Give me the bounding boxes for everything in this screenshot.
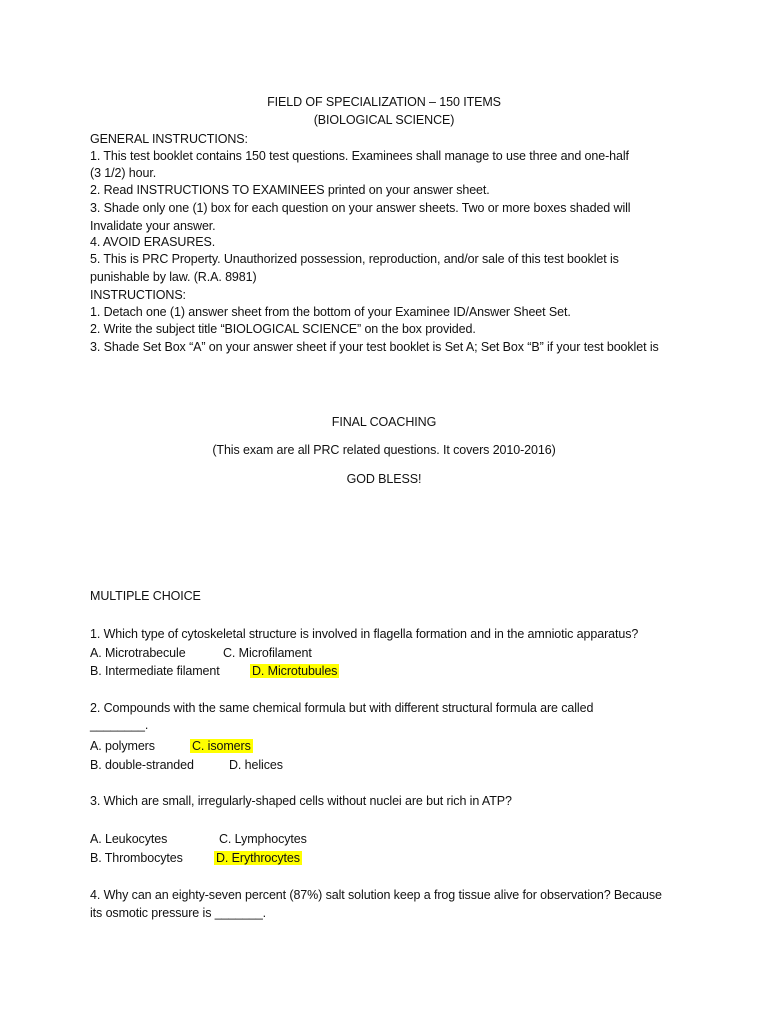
section-title: MULTIPLE CHOICE [90,589,201,603]
highlighted-answer: D. Erythrocytes [216,851,300,865]
choice-b: B. Intermediate filament [90,664,220,678]
general-instruction-line: (3 1/2) hour. [90,166,157,180]
choice-b: B. Thrombocytes [90,851,183,865]
question-text: 4. Why can an eighty-seven percent (87%) salt solution keep a frog tissue alive for observation? Because [90,888,662,902]
god-bless-text: GOD BLESS! [346,472,422,486]
general-instruction-line: 4. AVOID ERASURES. [90,235,216,249]
choice-d: D. helices [229,758,283,772]
highlighted-answer: D. Microtubules [252,664,338,678]
highlighted-answer: C. isomers [192,739,251,753]
general-instruction-line: 2. Read INSTRUCTIONS TO EXAMINEES printed on your answer sheet. [90,183,490,197]
general-instructions-heading: GENERAL INSTRUCTIONS: [90,132,248,146]
choice-b: B. double-stranded [90,758,194,772]
coverage-note: (This exam are all PRC related questions. It covers 2010-2016) [212,443,556,457]
choice-c: C. Lymphocytes [219,832,307,846]
instruction-line: 2. Write the subject title “BIOLOGICAL SCIENCE” on the box provided. [90,322,476,336]
general-instruction-line: 1. This test booklet contains 150 test questions. Examinees shall manage to use three and one-half [90,149,629,163]
general-instruction-line: punishable by law. (R.A. 8981) [90,270,257,284]
general-instruction-line: Invalidate your answer. [90,219,216,233]
instruction-line: 3. Shade Set Box “A” on your answer sheet if your test booklet is Set A; Set Box “B” if your test booklet is [90,340,659,354]
instruction-line: 1. Detach one (1) answer sheet from the bottom of your Examinee ID/Answer Sheet Set. [90,305,571,319]
choice-d-answer [250,663,339,680]
final-coaching-title: FINAL COACHING [331,415,437,429]
question-text: 1. Which type of cytoskeletal structure is involved in flagella formation and in the amniotic apparatus? [90,627,639,641]
general-instruction-line: 5. This is PRC Property. Unauthorized possession, reproduction, and/or sale of this test booklet is [90,252,619,266]
choice-a: A. Microtrabecule [90,646,186,660]
instructions-heading: INSTRUCTIONS: [90,288,186,302]
question-text: 3. Which are small, irregularly-shaped cells without nuclei are but rich in ATP? [90,794,512,808]
answer-blank: ________. [90,718,149,732]
exam-title: FIELD OF SPECIALIZATION – 150 ITEMS [267,95,501,109]
choice-c: C. Microfilament [223,646,312,660]
choice-a: A. polymers [90,739,155,753]
exam-subtitle: (BIOLOGICAL SCIENCE) [313,113,455,127]
choice-c-answer [190,738,253,755]
choice-a: A. Leukocytes [90,832,168,846]
general-instruction-line: 3. Shade only one (1) box for each question on your answer sheets. Two or more boxes shaded will [90,201,631,215]
choice-d-answer [214,850,302,867]
question-text: 2. Compounds with the same chemical formula but with different structural formula are called [90,701,594,715]
question-text-continued: its osmotic pressure is _______. [90,906,267,920]
